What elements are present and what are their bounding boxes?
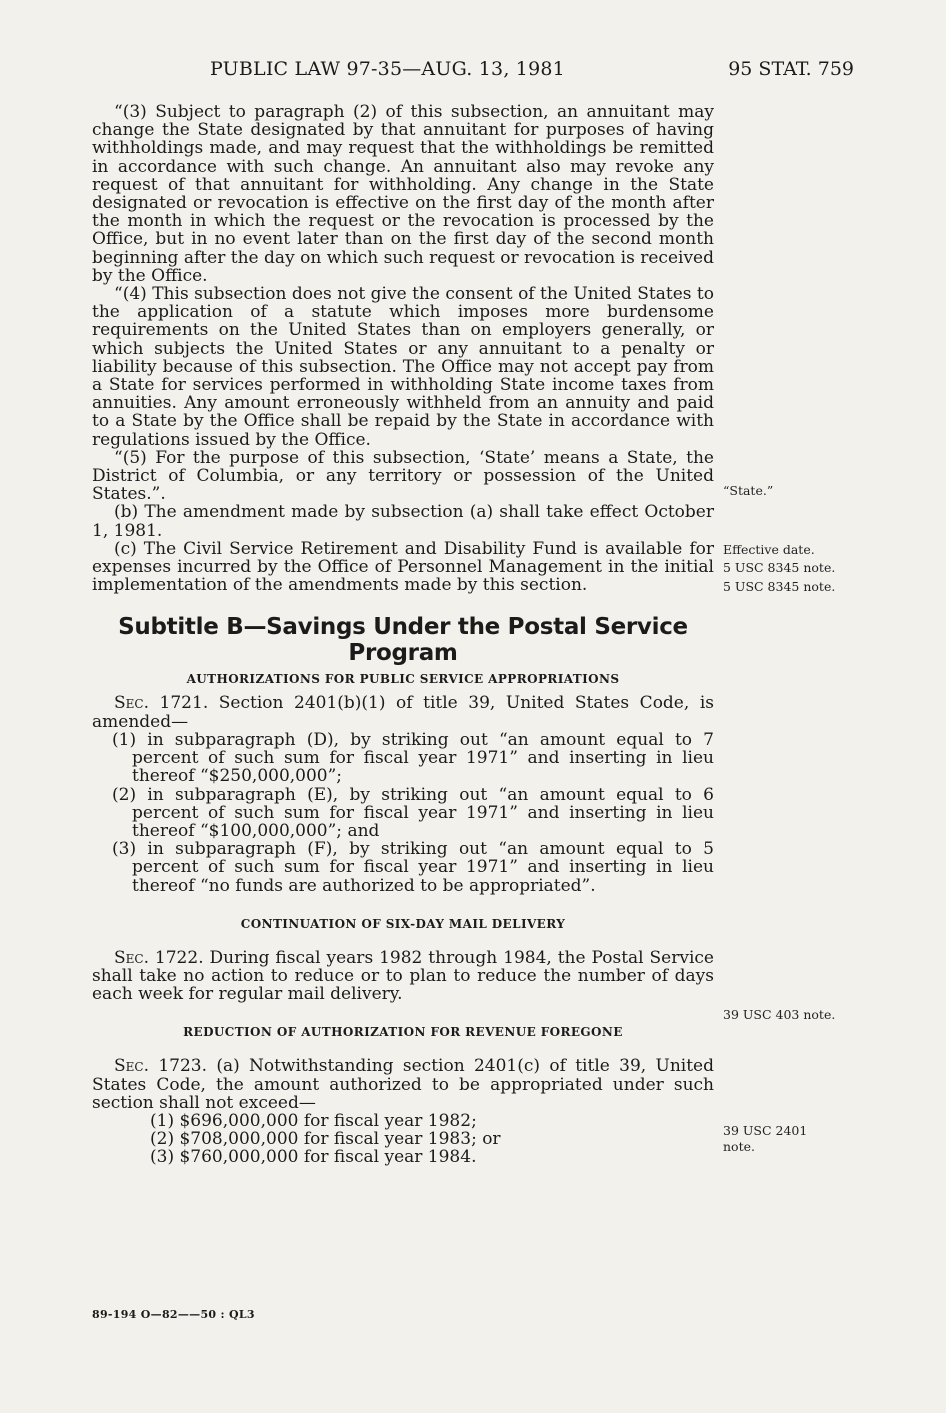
section-1722 [92,949,714,1004]
section-1722-text: 1722. During fiscal years 1982 through 1984, the Postal Service shall take no action to reduce or to plan to reduce the number of days each week for regular mail delivery. [92,947,714,1005]
paragraph-5: “(5) For the purpose of this subsection, ‘State’ means a State, the District of Columbia, or any territory or possession of the United States.”. [92,447,714,505]
page-header [0,58,946,88]
section-heading-six-day-delivery: CONTINUATION OF SIX-DAY MAIL DELIVERY [240,916,566,931]
list-item: (3) in subparagraph (F), by striking out “an amount equal to 5 percent of such sum for fiscal year 1971” and inserting in lieu thereof “no funds are authorized to be appropriated”. [112,839,714,896]
statute-page-number: 95 STAT. 759 [728,58,854,80]
list-item: (1) $696,000,000 for fiscal year 1982; [150,1110,477,1131]
list-item: (1) in subparagraph (D), by striking out “an amount equal to 7 percent of such sum for fiscal year 1971” and inserting in lieu thereof “$250,000,000”; [112,729,714,787]
margin-note-state: “State.” [723,483,774,498]
section-label: Sec. [114,1056,149,1077]
paragraph-3: “(3) Subject to paragraph (2) of this subsection, an annuitant may change the State designated by that annuitant for purposes of having withholdings made, and may request that the withholdings be remitted in accordance with such change. An annuitant also may revoke any request of that annuitant for withholding. Any change in the State designated or revocation is effective on the first day of the month after the month in which the request or the revocation is processed by the Office, but in no event later than on the first day of the second month beginning after the day on which such request or revocation is received by the Office. [92,102,714,286]
paragraph-c: (c) The Civil Service Retirement and Disability Fund is available for expenses incurred by the Office of Personnel Management in the initial implementation of the amendments made by this section. [92,538,714,596]
subtitle-heading: Subtitle B—Savings Under the Postal Service Program [118,614,688,667]
section-heading-revenue-foregone: REDUCTION OF AUTHORIZATION FOR REVENUE FOREGONE [183,1025,623,1040]
paragraph-b: (b) The amendment made by subsection (a) shall take effect October 1, 1981. [92,502,714,541]
margin-note-usc: 39 USC 403 note. [723,1007,836,1022]
section-label: Sec. [114,947,149,968]
margin-note-usc: 39 USC 2401 note. [723,1123,808,1154]
section-label: Sec. [114,693,149,714]
section-heading-authorizations: AUTHORIZATIONS FOR PUBLIC SERVICE APPROPRIATIONS [186,672,620,687]
list-item: (3) $760,000,000 for fiscal year 1984. [150,1147,477,1168]
margin-note-usc: 5 USC 8345 note. [723,560,836,575]
section-1723-text: 1723. (a) Notwithstanding section 2401(c) of title 39, United States Code, the amount authorized to be appropriated under such section shall not exceed— [92,1056,714,1113]
section-1721-text: 1721. Section 2401(b)(1) of title 39, United States Code, is amended— [92,693,714,732]
running-title: PUBLIC LAW 97-35—AUG. 13, 1981 [210,58,565,80]
margin-note-usc: 5 USC 8345 note. [723,579,836,594]
section-1723 [92,1057,714,1112]
list-item: (2) $708,000,000 for fiscal year 1983; or [150,1129,501,1150]
body-text [92,103,714,1167]
section-1721 [92,694,714,730]
print-footer: 89-194 O—82——50 : QL3 [92,1308,255,1321]
margin-note-effective-date: Effective date. [723,542,815,557]
paragraph-4: “(4) This subsection does not give the consent of the United States to the application of a statute which imposes more burdensome requirements on the United States than on employers generally, or which subjects the United States or any annuitant to a penalty or liability because of this subsection. The Office may not accept pay from a State for services performed in withholding State income taxes from annuities. Any amount erroneously withheld from an annuity and paid to a State by the Office shall be repaid by the State in accordance with regulations issued by the Office. [92,284,714,450]
list-item: (2) in subparagraph (E), by striking out “an amount equal to 6 percent of such sum for fiscal year 1971” and inserting in lieu thereof “$100,000,000”; and [112,784,714,841]
